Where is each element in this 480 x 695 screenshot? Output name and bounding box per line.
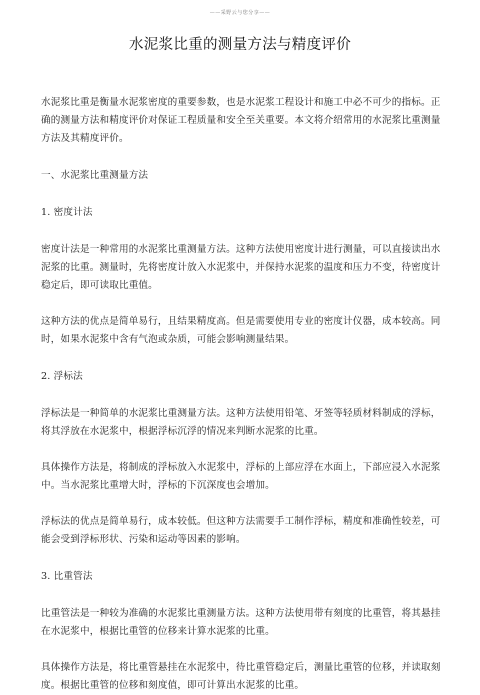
method-heading-float: 2. 浮标法 [41, 371, 83, 382]
section-heading: 一、水泥浆比重测量方法 [41, 170, 149, 181]
page-header: ——采野云与您分享—— [209, 10, 271, 16]
paragraph: 密度计法是一种常用的水泥浆比重测量方法。这种方法使用密度计进行测量，可以直接读出水泥浆的比重。测量时，先将密度计放入水泥浆中，并保持水泥浆的温度和压力不变，待密度计稳定后，即可读取比重值。 [41, 244, 441, 291]
paragraph: 具体操作方法是，将制成的浮标放入水泥浆中，浮标的上部应浮在水面上，下部应浸入水泥浆中。当水泥浆比重增大时，浮标的下沉深度也会增加。 [41, 462, 441, 491]
paragraph: 浮标法的优点是简单易行，成本较低。但这种方法需要手工制作浮标，精度和准确性较差，可能会受到浮标形状、污染和运动等因素的影响。 [41, 516, 441, 545]
intro-paragraph: 水泥浆比重是衡量水泥浆密度的重要参数，也是水泥浆工程设计和施工中必不可少的指标。正确的测量方法和精度评价对保证工程质量和安全至关重要。本文将介绍常用的水泥浆比重测量方法及其精度评价。 [41, 97, 441, 144]
paragraph: 浮标法是一种简单的水泥浆比重测量方法。这种方法使用铅笔、牙签等轻质材料制成的浮标，将其浮放在水泥浆中，根据浮标沉浮的情况来判断水泥浆的比重。 [41, 408, 441, 437]
method-heading-density-meter: 1. 密度计法 [41, 207, 93, 218]
paragraph: 比重管法是一种较为准确的水泥浆比重测量方法。这种方法使用带有刻度的比重管，将其悬挂在水泥浆中，根据比重管的位移来计算水泥浆的比重。 [41, 608, 441, 637]
method-heading-gravity-tube: 3. 比重管法 [41, 571, 93, 582]
document-title: 水泥浆比重的测量方法与精度评价 [129, 37, 351, 53]
paragraph: 具体操作方法是，将比重管悬挂在水泥浆中，待比重管稳定后，测量比重管的位移，并读取刻度。根据比重管的位移和刻度值，即可计算出水泥浆的比重。 [41, 662, 441, 691]
document-body [41, 94, 441, 695]
paragraph: 这种方法的优点是简单易行，且结果精度高。但是需要使用专业的密度计仪器，成本较高。同时，如果水泥浆中含有气泡或杂质，可能会影响测量结果。 [41, 316, 441, 345]
